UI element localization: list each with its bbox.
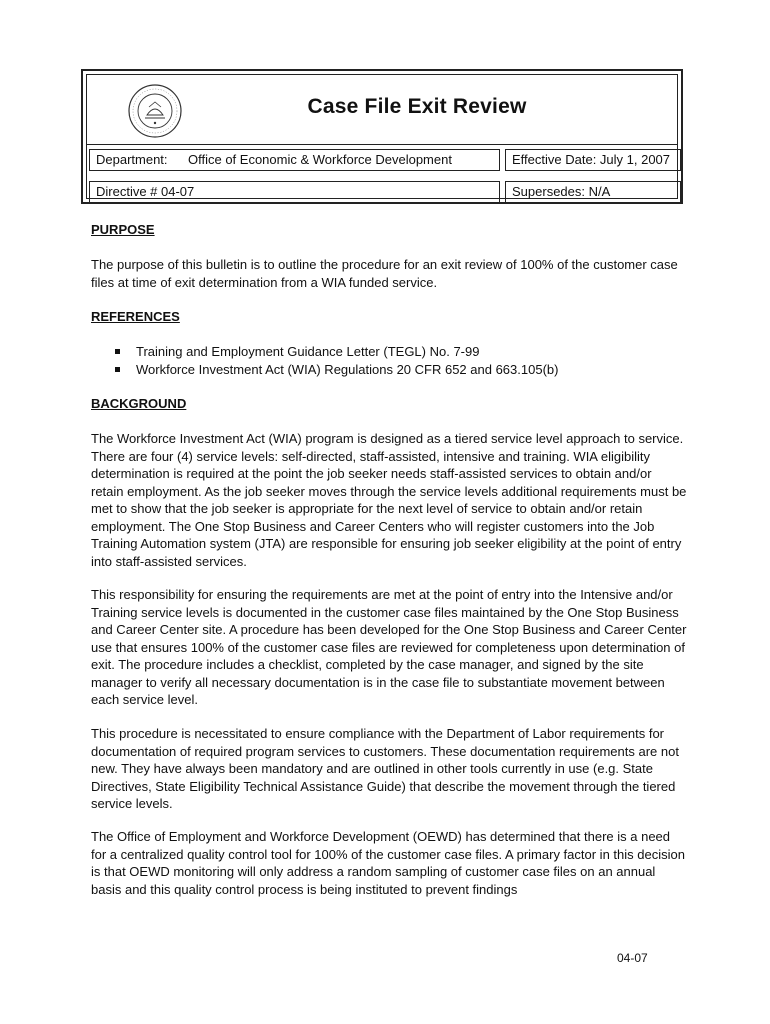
header-inner bbox=[86, 74, 678, 199]
department-value: Office of Economic & Workforce Development bbox=[188, 152, 452, 167]
supersedes: Supersedes: N/A bbox=[512, 184, 611, 199]
header-box bbox=[81, 69, 683, 204]
background-heading: BACKGROUND bbox=[91, 396, 187, 411]
page-title: Case File Exit Review bbox=[307, 95, 527, 118]
purpose-text: The purpose of this bulletin is to outline the procedure for an exit review of 100% of the customer case files at time of exit determination from a WIA funded service. bbox=[91, 257, 678, 290]
background-paragraph-2: This responsibility for ensuring the requirements are met at the point of entry into the Intensive and/or Training service levels is documented in the customer case files maintained by the One Stop Business and Career Center site. A procedure has been developed for the One Stop Business and Career Center use that ensures 100% of the customer case files are reviewed for completeness upon determination of exit. The procedure includes a checklist, completed by the case manager, and signed by the site manager to verify all necessary documentation is in the case file to substantiate movement between each service level. bbox=[91, 587, 687, 707]
effective-date-cell bbox=[505, 149, 681, 171]
reference-item: Workforce Investment Act (WIA) Regulations 20 CFR 652 and 663.105(b) bbox=[111, 361, 558, 379]
effective-date: Effective Date: July 1, 2007 bbox=[512, 152, 671, 167]
background-paragraph-4: The Office of Employment and Workforce Development (OEWD) has determined that there is a need for a centralized quality control tool for 100% of the customer case files. A primary factor in this decision is that OEWD monitoring will only address a random sampling of customer case files on an annual basis and this quality control process is being instituted to prevent findings bbox=[91, 829, 685, 897]
directive-cell bbox=[89, 181, 500, 203]
reference-item: Training and Employment Guidance Letter (TEGL) No. 7-99 bbox=[111, 343, 558, 361]
department-label: Department: bbox=[96, 152, 168, 167]
background-paragraph-3: This procedure is necessitated to ensure compliance with the Department of Labor requirements for documentation of required program services to customers. These documentation requirements are not new. They have always been mandatory and are outlined in other tools currently in use (e.g. State Directives, State Eligibility Technical Assistance Guide) that describe the movement through the tiered service levels. bbox=[91, 726, 679, 811]
department-cell bbox=[89, 149, 500, 171]
city-county-seal-icon bbox=[127, 83, 183, 139]
references-heading: REFERENCES bbox=[91, 309, 180, 324]
purpose-heading: PURPOSE bbox=[91, 222, 155, 237]
references-list bbox=[111, 343, 558, 378]
page-number: 04-07 bbox=[617, 951, 648, 965]
directive-number: Directive # 04-07 bbox=[96, 184, 195, 199]
background-paragraph-1: The Workforce Investment Act (WIA) program is designed as a tiered service level approach to service. There are four (4) service levels: self-directed, staff-assisted, intensive and training. WIA eligibility determination is required at the point the job seeker needs staff-assisted services to obtain and/or retain employment. As the job seeker moves through the service levels additional requirements must be met to show that the job seeker is appropriate for the next level of service to obtain and/or retain employment. The One Stop Business and Career Centers who will register customers into the Job Training Automation system (JTA) are responsible for ensuring job seeker eligibility at the point of entry into staff-assisted services. bbox=[91, 431, 687, 569]
supersedes-cell bbox=[505, 181, 681, 203]
title-cell bbox=[87, 75, 677, 145]
